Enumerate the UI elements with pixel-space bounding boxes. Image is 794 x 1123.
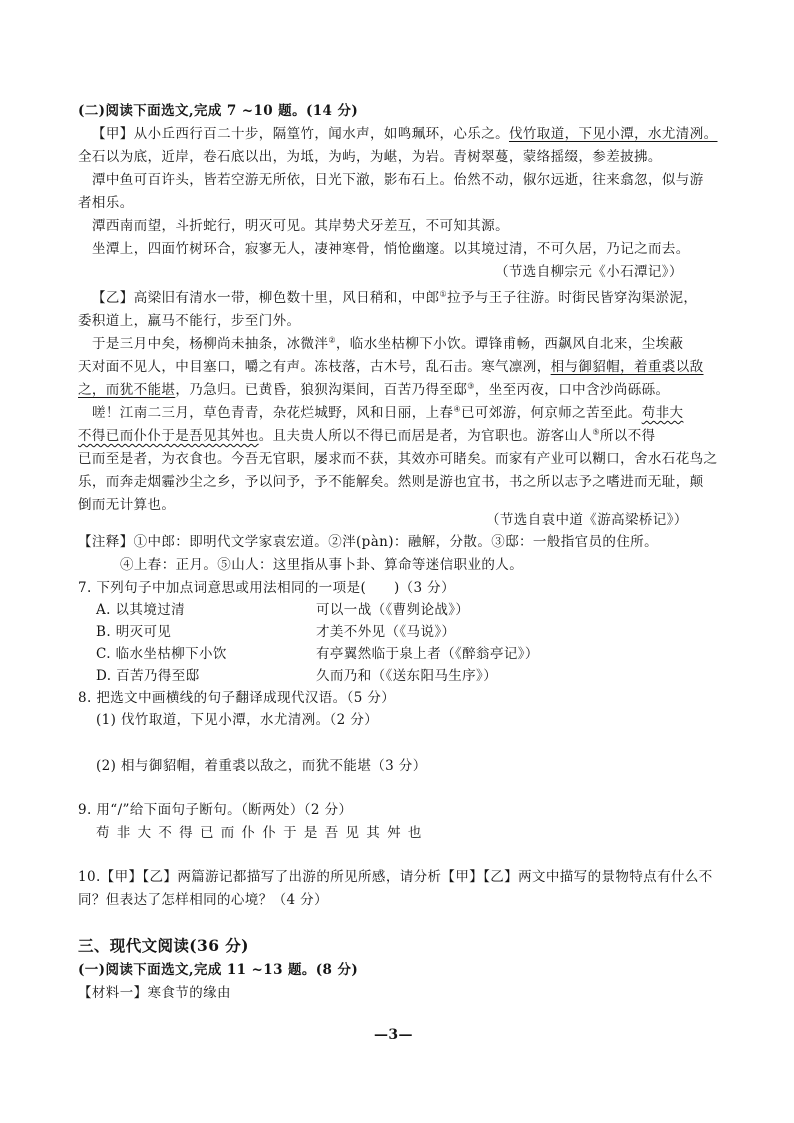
section-2-heading: (二)阅读下面选文,完成 7 ~10 题。(14 分) — [78, 103, 359, 119]
passage-yi-underlined-sentence-part-1: 相与御貂帽，着重裘以敌 — [550, 359, 704, 375]
passage-yi-line-9: 乐，而奔走烟霾沙尘之乡，予以问予，予不能解矣。然则是游也宜书，书之所以志予之嗜进而无耻，颠 — [78, 474, 704, 490]
question-8-sub-2: (2) 相与御貂帽，着重裘以敌之，而犹不能堪（3 分） — [96, 758, 427, 774]
passage-jia-line-2: 全石以为底，近岸，卷石底以出，为坻，为屿，为嵁，为岩。青树翠蔓，蒙络摇缀，参差披拂。 — [78, 149, 662, 165]
footnote-marker-3: ③ — [467, 381, 475, 391]
footnote-marker-5: ⑤ — [592, 427, 600, 437]
annotation-line-1: 【注释】①中郎：即明代文学家袁宏道。②泮(pàn)：融解，分散。③邸：一般指官员的住所。 — [78, 534, 659, 550]
material-1-title: 【材料一】寒食节的缘由 — [78, 985, 231, 1001]
passage-yi-line-6: 嗟！江南二三月，草色青青，杂花烂城野，风和日丽，上春④已可郊游，何京师之苦至此。苟非大 — [92, 404, 684, 421]
question-7-option-b-right: 才美不外见（《马说》） — [316, 624, 456, 640]
passage-yi-wavy-sentence-part-1: 苟非大 — [641, 405, 684, 421]
question-7-option-c-right: 有亭翼然临于泉上者（《醉翁亭记》） — [316, 646, 539, 662]
question-7-stem: 7. 下列句子中加点词意思或用法相同的一项是( )（3 分） — [78, 580, 455, 596]
passage-yi-line-5: 之，而犹不能堪，乃急归。已黄昏，狼狈沟渠间，百苦乃得至邸③，坐至丙夜，口中含沙尚砾砾。 — [78, 381, 670, 398]
question-7-option-b-left: B. 明灭可见 — [96, 624, 172, 640]
question-10-line-2: 同？但表达了怎样相同的心境？（4 分） — [78, 892, 328, 908]
passage-yi-line-4: 天对面不见人，中目塞口，嚼之有声。冻枝落，古木号，乱石击。寒气凛冽，相与御貂帽，着重裘以敌 — [78, 359, 704, 375]
passage-jia-source: （节选自柳宗元《小石潭记》） — [495, 264, 683, 280]
passage-yi-line-1: 【乙】高梁旧有清水一带，柳色数十里，风日稍和，中郎①拉予与王子往游。时街民皆穿沟渠淤泥， — [92, 289, 698, 306]
passage-jia-line-3: 潭中鱼可百许头，皆若空游无所依，日光下澈，影布石上。佁然不动，俶尔远逝，往来翕忽，似与游 — [92, 172, 704, 188]
question-9-stem: 9. 用“/”给下面句子断句。（断两处）（2 分） — [78, 802, 353, 818]
question-10-line-1: 10.【甲】【乙】两篇游记都描写了出游的所见所感，请分析【甲】【乙】两文中描写的景物特点有什么不 — [78, 869, 713, 885]
passage-yi-line-2: 委积道上，羸马不能行，步至门外。 — [78, 313, 301, 329]
section-3-heading: 三、现代文阅读(36 分) — [78, 936, 249, 955]
section-3-subheading: (一)阅读下面选文,完成 11 ~13 题。(8 分) — [78, 962, 359, 978]
question-7-option-a-right: 可以一战（《曹刿论战》） — [316, 602, 470, 618]
question-8-stem: 8. 把选文中画横线的句子翻译成现代汉语。（5 分） — [78, 690, 396, 706]
passage-jia-line-4: 者相乐。 — [78, 195, 134, 211]
passage-yi-line-3: 于是三月中矣，杨柳尚未抽条，冰微泮②，临水坐枯柳下小饮。谭锋甫畅，西飙风自北来，尘埃蔽 — [92, 335, 684, 352]
annotation-line-2: ④上春：正月。⑤山人：这里指从事卜卦、算命等迷信职业的人。 — [120, 557, 524, 573]
footnote-marker-4: ④ — [453, 404, 461, 414]
question-7-option-d-left: D. 百苦乃得至邸 — [96, 668, 200, 684]
question-7-option-c-left: C. 临水坐枯柳下小饮 — [96, 646, 227, 662]
passage-yi-line-7: 不得已而仆仆于是吾见其舛也。且夫贵人所以不得已而居是者，为官职也。游客山人⑤所以不得 — [78, 427, 656, 444]
passage-yi-underlined-sentence-part-2: 之，而犹不能堪 — [78, 382, 176, 398]
passage-yi-wavy-sentence-part-2: 不得已而仆仆于是吾见其舛也 — [78, 428, 259, 444]
passage-jia-line-1: 【甲】从小丘西行百二十步，隔篁竹，闻水声，如鸣珮环，心乐之。伐竹取道，下见小潭，水尤清冽。 — [92, 126, 718, 142]
page-number: —3— — [374, 1027, 413, 1043]
passage-yi-line-8: 已而至是者，为衣食也。今吾无官职，屡求而不获，其效亦可睹矣。而家有产业可以糊口，舍水石花鸟之 — [78, 451, 718, 467]
footnote-marker-1: ① — [439, 289, 448, 299]
passage-jia-underlined-sentence: 伐竹取道，下见小潭，水尤清冽。 — [509, 126, 718, 142]
question-9-sentence: 苟 非 大 不 得 已 而 仆 仆 于 是 吾 见 其 舛 也 — [96, 825, 423, 841]
passage-jia-line-6: 坐潭上，四面竹树环合，寂寥无人，凄神寒骨，悄怆幽邃。以其境过清，不可久居，乃记之而去。 — [92, 241, 690, 257]
passage-yi-line-10: 倒而无计算也。 — [78, 497, 176, 513]
passage-jia-line-5: 潭西南而望，斗折蛇行，明灭可见。其岸势犬牙差互，不可知其源。 — [92, 218, 509, 234]
footnote-marker-2: ② — [328, 335, 336, 345]
question-8-sub-1: (1) 伐竹取道，下见小潭，水尤清冽。（2 分） — [96, 712, 379, 728]
passage-yi-source: （节选自袁中道《游高梁桥记》） — [486, 512, 688, 528]
question-7-option-a-left: A. 以其境过清 — [96, 602, 186, 618]
question-7-option-d-right: 久而乃和（《送东阳马生序》） — [316, 668, 498, 684]
